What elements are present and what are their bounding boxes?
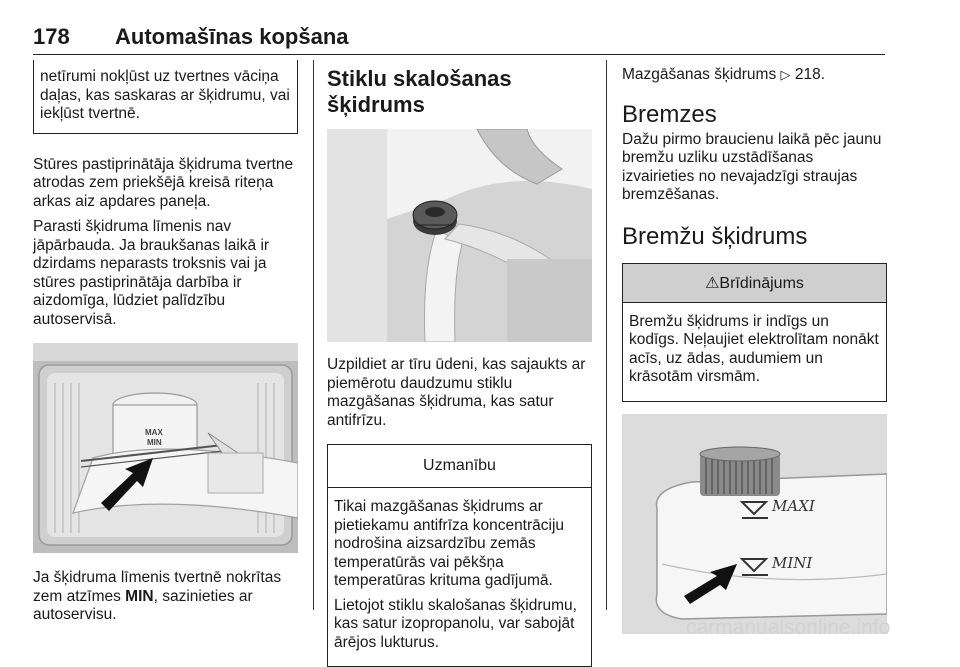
max-mark-label: MAX [145, 428, 163, 437]
caution-isopropanol-text: Lietojot stiklu skalošanas šķidrumu, kas satur izopropanolu, var sabojāt ārējos lukturus. [334, 596, 577, 651]
continued-note: netīrumi nokļūst uz tvertnes vāciņa daļas, kas saskaras ar šķidrumu, vai iekļūst tvertnē. [40, 68, 290, 122]
brakes-text: Dažu pirmo braucienu laikā pēc jaunu bremžu uzliku uzstādīšanas izvairieties no nevajadzīgi straujas bremzēšanas. [622, 130, 882, 203]
column-divider-right [606, 60, 607, 610]
column-2 [327, 60, 592, 667]
column-1 [33, 60, 298, 632]
warning-header [623, 264, 886, 303]
min-level-text-end: , sazinieties ar autoservisu. [33, 587, 253, 623]
washer-fluid-heading: Stiklu skalošanas šķidrums [327, 66, 512, 117]
brake-fluid-heading: Bremžu šķidrums [622, 222, 808, 250]
washer-reservoir-illustration [327, 129, 592, 342]
brakes-heading: Bremzes [622, 100, 717, 128]
washer-fluid-text: Uzpildiet ar tīru ūdeni, kas sajaukts ar piemērotu daudzumu stiklu mazgāšanas šķidruma, kas satur antifrīzu. [327, 356, 586, 429]
mini-mark-label: MINI [772, 553, 813, 572]
caution-antifreeze-text: Tikai mazgāšanas šķidrums ar pietiekamu antifrīza koncentrāciju nodrošina aizsardzību zemās temperatūrās vai pēkšņa temperatūras krituma gadījumā. [334, 498, 565, 589]
reservoir-illustration [33, 343, 298, 553]
page-ref-triangle-icon: ▷ [780, 67, 791, 82]
warning-box [622, 263, 887, 402]
brake-fluid-reservoir-illustration [622, 414, 887, 634]
power-steering-location-text: Stūres pastiprinātāja šķidruma tvertne atrodas zem priekšējā kreisā riteņa arkas aiz apdares paneļa. [33, 155, 294, 210]
caution-body [328, 488, 591, 666]
warning-title: Brīdinājums [719, 274, 804, 292]
column-divider-left [313, 60, 314, 610]
min-level-text [33, 569, 298, 625]
watermark: carmanualsonline.info [686, 616, 891, 639]
min-level-keyword: MIN [125, 587, 154, 605]
min-mark-label: MIN [147, 438, 162, 447]
reference-text: Mazgāšanas šķidrums [622, 66, 777, 83]
warning-body [623, 303, 886, 401]
power-steering-reservoir-figure [33, 343, 298, 553]
min-level-text-start: Ja šķidruma līmenis tvertnē nokrītas zem atzīmes [33, 569, 282, 605]
continued-warning-box [33, 60, 298, 134]
column-3 [622, 60, 887, 634]
caution-title: Uzmanību [328, 445, 591, 488]
page-title: Automašīnas kopšana [115, 24, 349, 49]
warning-text: Bremžu šķidrums ir indīgs un kodīgs. Neļaujiet elektrolītam nonākt acīs, uz ādas, audumiem un krāsotām virsmām. [629, 312, 879, 385]
power-steering-check-text: Parasti šķidruma līmenis nav jāpārbauda. Ja braukšanas laikā ir dzirdams neparasts troksnis vai ja stūres pastiprinātāja darbība ir aizdomīga, lūdziet palīdzību autoservisā. [33, 218, 270, 328]
warning-triangle-icon: ⚠ [705, 274, 720, 292]
reference-page: 218. [794, 66, 825, 83]
page-header [33, 18, 885, 55]
washer-fluid-reference [622, 66, 887, 85]
page-number: 178 [33, 24, 70, 49]
maxi-mark-label: MAXI [772, 496, 815, 515]
caution-box [327, 444, 592, 667]
